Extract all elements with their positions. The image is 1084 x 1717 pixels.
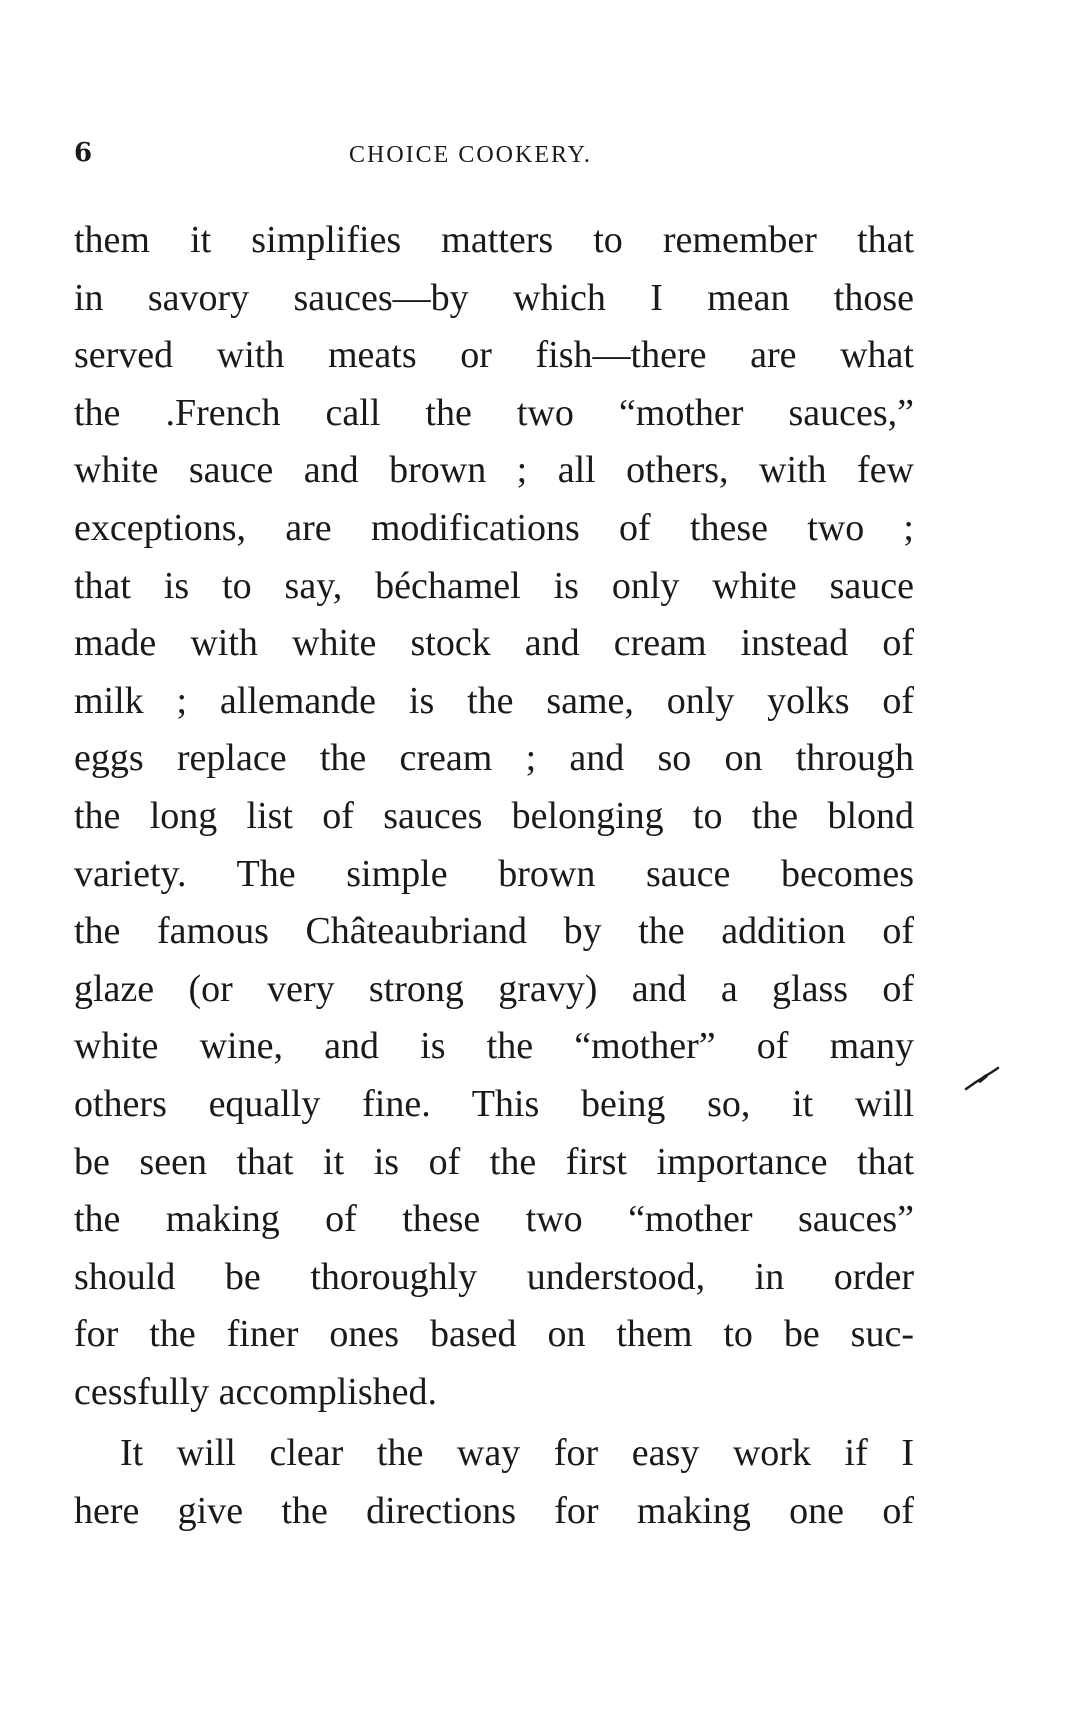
text-line: glaze (or very strong gravy) and a glass of — [74, 967, 914, 1010]
text-line: them it simplifies matters to remember that — [74, 219, 914, 261]
text-line: served with meats or fish—there are what — [74, 334, 914, 377]
text-line: that is to say, béchamel is only white sauce — [74, 564, 914, 607]
text-line: the famous Châteaubriand by the addition of — [74, 910, 914, 953]
running-head — [74, 138, 914, 174]
text-line: white wine, and is the “mother” of many — [74, 1025, 914, 1068]
paragraph-2 — [74, 1425, 914, 1540]
text-line: others equally fine. This being so, it will — [74, 1082, 914, 1125]
page-number: 6 — [74, 138, 93, 168]
text-line: the .French call the two “mother sauces,” — [74, 391, 914, 434]
text-line: here give the directions for making one of — [74, 1490, 914, 1533]
margin-pencil-mark — [962, 1065, 1002, 1095]
text-line: should be thoroughly understood, in order — [74, 1255, 914, 1298]
body-text — [74, 212, 914, 1541]
text-line: the making of these two “mother sauces” — [74, 1198, 914, 1241]
text-line: in savory sauces—by which I mean those — [74, 276, 914, 319]
paragraph-1 — [74, 212, 914, 1421]
text-line: variety. The simple brown sauce becomes — [74, 852, 914, 895]
text-line: for the finer ones based on them to be suc- — [74, 1313, 914, 1356]
text-line: milk ; allemande is the same, only yolks of — [74, 679, 914, 722]
text-line: made with white stock and cream instead of — [74, 622, 914, 665]
text-line: be seen that it is of the first importance that — [74, 1140, 914, 1183]
text-line: eggs replace the cream ; and so on through — [74, 737, 914, 780]
text-line: white sauce and brown ; all others, with few — [74, 449, 914, 492]
text-line: It will clear the way for easy work if I — [120, 1432, 914, 1475]
text-line: the long list of sauces belonging to the blond — [74, 794, 914, 837]
text-line: cessfully accomplished. — [74, 1370, 438, 1413]
text-line: exceptions, are modifications of these two ; — [74, 506, 914, 549]
running-title: CHOICE COOKERY. — [349, 142, 592, 168]
